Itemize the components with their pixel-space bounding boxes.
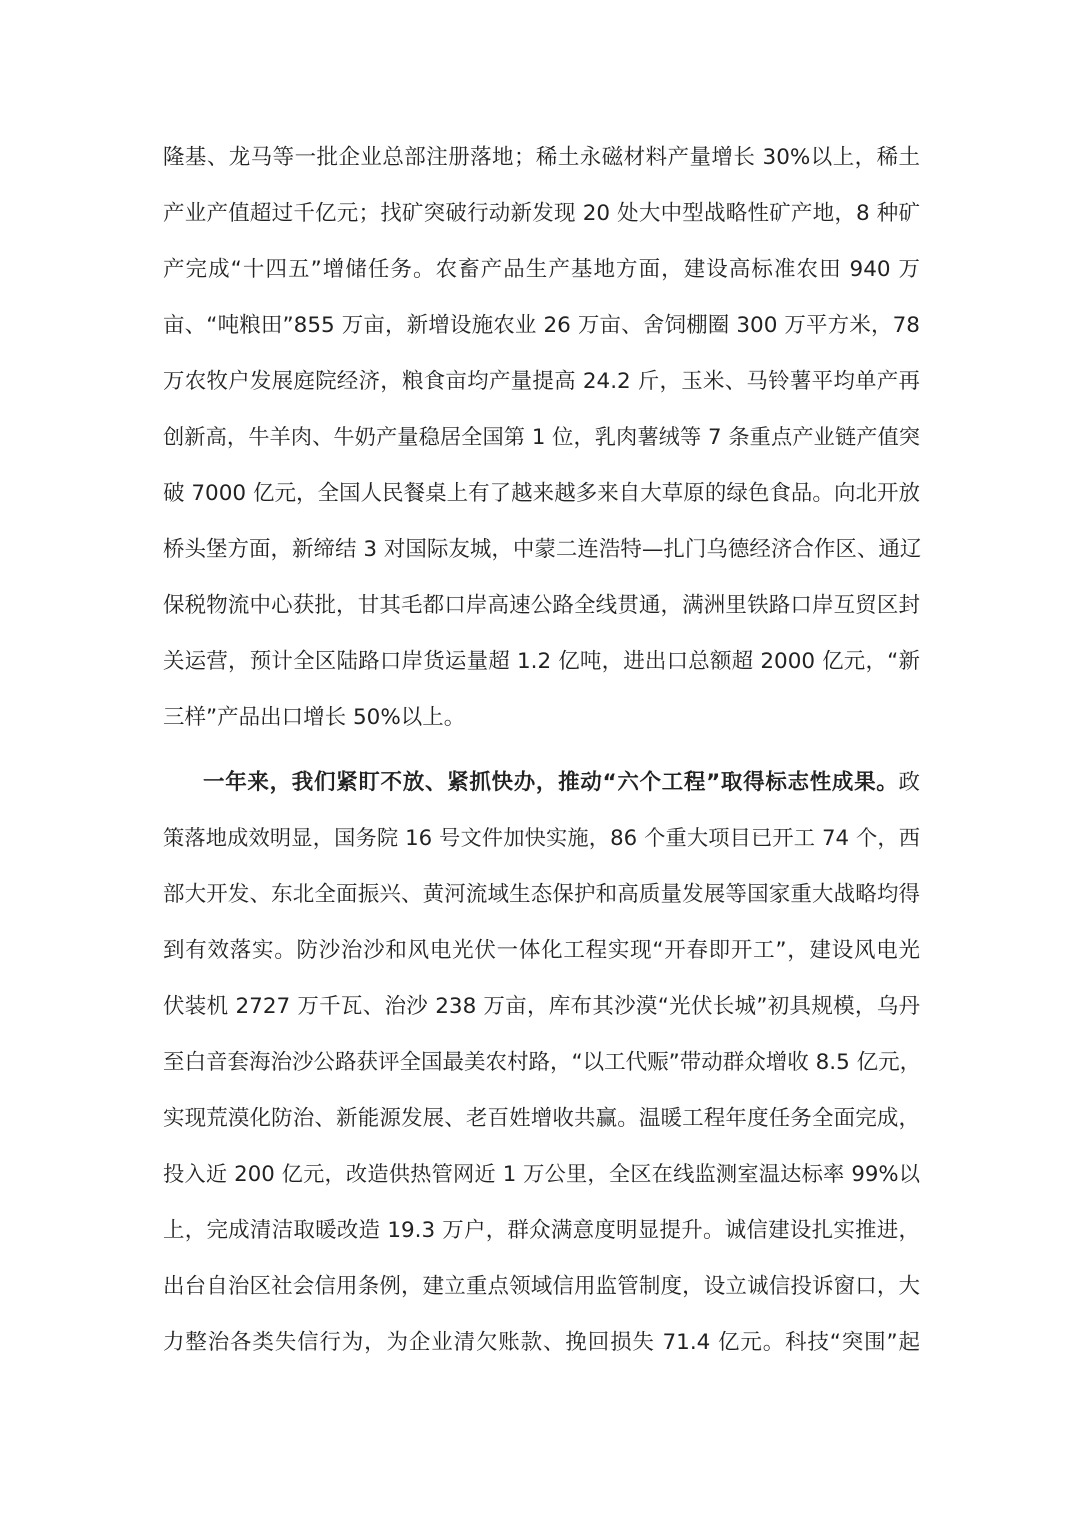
paragraph-2-line-7: 实现荒漠化防治、新能源发展、老百姓增收共赢。温暖工程年度任务全面完成， [163, 1106, 920, 1131]
paragraph-2-line-6: 至白音套海治沙公路获评全国最美农村路，“以工代赈”带动群众增收 8.5 亿元， [163, 1050, 922, 1075]
paragraph-2-line-10: 出台自治区社会信用条例，建立重点领域信用监管制度，设立诚信投诉窗口，大 [163, 1274, 920, 1299]
paragraph-2-line-8: 投入近 200 亿元，改造供热管网近 1 万公里，全区在线监测室温达标率 99%以 [163, 1162, 920, 1187]
paragraph-2-line-5: 伏装机 2727 万千瓦、治沙 238 万亩，库布其沙漠“光伏长城”初具规模，乌丹 [163, 994, 920, 1019]
paragraph-2-line-4: 到有效落实。防沙治沙和风电光伏一体化工程实现“开春即开工”，建设风电光 [163, 938, 920, 963]
paragraph-1-line-8: 桥头堡方面，新缔结 3 对国际友城，中蒙二连浩特—扎门乌德经济合作区、通辽 [163, 537, 922, 562]
paragraph-1-line-2: 产业产值超过千亿元；找矿突破行动新发现 20 处大中型战略性矿产地，8 种矿 [163, 201, 920, 226]
paragraph-2-line-1 [163, 755, 920, 811]
paragraph-1-line-9: 保税物流中心获批，甘其毛都口岸高速公路全线贯通，满洲里铁路口岸互贸区封 [163, 593, 920, 618]
paragraph-2-line-11: 力整治各类失信行为，为企业清欠账款、挽回损失 71.4 亿元。科技“突围”起 [163, 1330, 920, 1355]
paragraph-1-line-11: 三样”产品出口增长 50%以上。 [163, 705, 466, 730]
paragraph-1-line-1: 隆基、龙马等一批企业总部注册落地；稀土永磁材料产量增长 30%以上，稀土 [163, 145, 920, 170]
paragraph-1-line-4: 亩、“吨粮田”855 万亩，新增设施农业 26 万亩、舍饲棚圈 300 万平方米，78 [163, 313, 920, 338]
paragraph-2-lead-tail: 政 [898, 770, 920, 795]
paragraph-2-line-2: 策落地成效明显，国务院 16 号文件加快实施，86 个重大项目已开工 74 个，西 [163, 826, 920, 851]
paragraph-1-line-5: 万农牧户发展庭院经济，粮食亩均产量提高 24.2 斤，玉米、马铃薯平均单产再 [163, 369, 920, 394]
paragraph-2-lead-sentence: 一年来，我们紧盯不放、紧抓快办，推动“六个工程”取得标志性成果。 [203, 770, 899, 795]
paragraph-1-line-6: 创新高，牛羊肉、牛奶产量稳居全国第 1 位，乳肉薯绒等 7 条重点产业链产值突 [163, 425, 920, 450]
paragraph-1-line-3: 产完成“十四五”增储任务。农畜产品生产基地方面，建设高标准农田 940 万 [163, 257, 920, 282]
paragraph-1-line-7: 破 7000 亿元，全国人民餐桌上有了越来越多来自大草原的绿色食品。向北开放 [163, 481, 920, 506]
paragraph-2-line-3: 部大开发、东北全面振兴、黄河流域生态保护和高质量发展等国家重大战略均得 [163, 882, 920, 907]
paragraph-1-line-10: 关运营，预计全区陆路口岸货运量超 1.2 亿吨，进出口总额超 2000 亿元，“新 [163, 649, 920, 674]
paragraph-2-line-9: 上，完成清洁取暖改造 19.3 万户，群众满意度明显提升。诚信建设扎实推进， [163, 1218, 920, 1243]
